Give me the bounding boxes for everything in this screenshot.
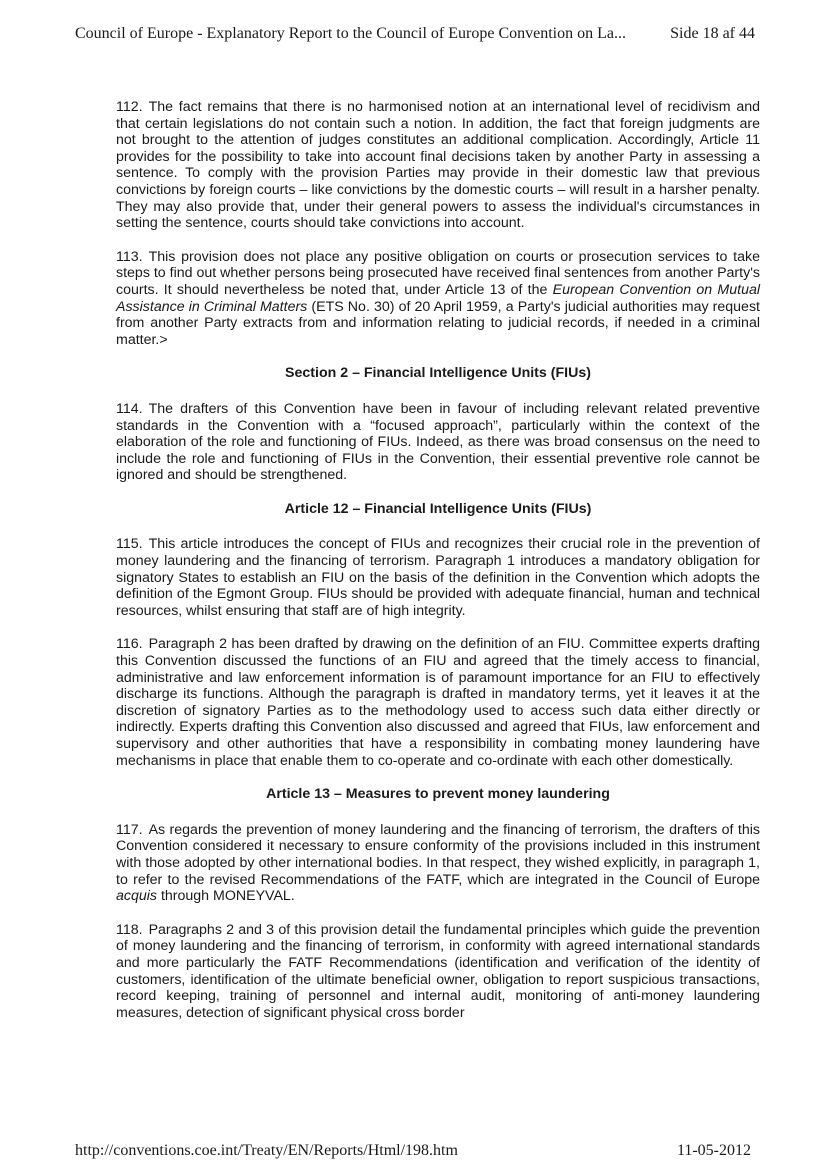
- paragraph-118: [116, 922, 760, 1022]
- paragraph-114: [116, 401, 760, 484]
- paragraph-text-continued: through MONEYVAL.: [157, 888, 295, 905]
- paragraph-text: The fact remains that there is no harmonised notion at an international level of recidivism and that certain legislations do not contain such a notion. In addition, the fact that foreign judgments are not brought to the attention of judges constitutes an additional complication. Accordingly, Article 11 provides for the possibility to take into account final decisions taken by another Party in assessing a sentence. To comply with the provision Parties may provide in their domestic law that previous convictions by foreign courts – like convictions by the domestic courts – will result in a harsher penalty. They may also provide that, under their general powers to assess the individual's circumstances in setting the sentence, courts should take convictions into account.: [116, 99, 760, 232]
- article-heading: Article 13 – Measures to prevent money laundering: [266, 786, 610, 803]
- paragraph-112: [116, 99, 760, 232]
- paragraph-text: This article introduces the concept of FIUs and recognizes their crucial role in the prevention of money laundering and the financing of terrorism. Paragraph 1 introduces a mandatory obligation for signatory States to establish an FIU on the basis of the definition in the Convention which adopts the definition of the Egmont Group. FIUs should be provided with adequate financial, human and technical resources, whilst ensuring that staff are of high integrity.: [116, 536, 760, 619]
- page-header: [75, 24, 755, 44]
- document-title: Council of Europe - Explanatory Report to the Council of Europe Convention on La...: [75, 25, 626, 42]
- paragraph-text: As regards the prevention of money laundering and the financing of terrorism, the drafters of this Convention considered it necessary to ensure conformity of the provisions included in this instrument with those adopted by other international bodies. In that respect, they wished explicitly, in paragraph 1, to refer to the revised Recommendations of the FATF, which are integrated in the Council of Europe: [116, 821, 760, 888]
- paragraph-number: 116.: [116, 636, 143, 653]
- document-body: [116, 99, 760, 1038]
- paragraph-number: 114.: [116, 400, 143, 417]
- page-number: Side 18 af 44: [670, 25, 755, 42]
- paragraph-number: 115.: [116, 536, 143, 553]
- paragraph-text-continued: (ETS No. 30) of 20 April 1959, a Party's judicial authorities may request from another Party extracts from and information relating to judicial records, if needed in a criminal matter.>: [116, 298, 760, 348]
- paragraph-115: [116, 536, 760, 619]
- paragraph-116: [116, 636, 760, 769]
- section-heading: Section 2 – Financial Intelligence Units (FIUs): [285, 365, 591, 382]
- page-footer: [75, 1141, 755, 1161]
- paragraph-113: [116, 249, 760, 349]
- paragraph-number: 118.: [116, 921, 143, 938]
- paragraph-number: 112.: [116, 99, 143, 115]
- paragraph-text: Paragraph 2 has been drafted by drawing on the definition of an FIU. Committee experts drafting this Convention discussed the functions of an FIU and agreed that the timely access to financial, administrative and law enforcement information is of paramount importance for an FIU to effectively discharge its functions. Although the paragraph is drafted in mandatory terms, yet it leaves it at the discretion of signatory Parties as to the methodology used to access such data either directly or indirectly. Experts drafting this Convention also discussed and agreed that FIUs, law enforcement and supervisory and other authorities that have a responsibility in combating money laundering have mechanisms in place that enable them to co-operate and co-ordinate with each other domestically.: [116, 636, 760, 769]
- paragraph-text: The drafters of this Convention have been in favour of including relevant related preventive standards in the Convention with a “focused approach”, particularly within the context of the elaboration of the role and functioning of FIUs. Indeed, as there was broad consensus on the need to include the role and functioning of FIUs in the Convention, their essential preventive role cannot be ignored and should be strengthened.: [116, 400, 760, 484]
- paragraph-number: 117.: [116, 821, 143, 838]
- paragraph-117: [116, 822, 760, 905]
- paragraph-text: Paragraphs 2 and 3 of this provision detail the fundamental principles which guide the prevention of money laundering and the financing of terrorism, in conformity with agreed international standards and more particularly the FATF Recommendations (identification and verification of the identity of customers, identification of the ultimate beneficial owner, obligation to report suspicious transactions, record keeping, training of personnel and internal audit, monitoring of anti-money laundering measures, detection of significant physical cross border: [116, 921, 760, 1021]
- article-heading: Article 12 – Financial Intelligence Units (FIUs): [284, 500, 592, 517]
- paragraph-number: 113.: [116, 248, 143, 265]
- footer-date: 11-05-2012: [676, 1142, 751, 1159]
- paragraph-text: This provision does not place any positive obligation on courts or prosecution services to take steps to find out whether persons being prosecuted have received final sentences from another Party's courts. It should nevertheless be noted that, under Article 13 of the: [116, 248, 760, 298]
- acquis-italic: acquis: [116, 888, 158, 905]
- footer-url: http://conventions.coe.int/Treaty/EN/Reports/Html/198.htm: [75, 1142, 458, 1159]
- convention-title-italic: European Convention on Mutual Assistance in Criminal Matters: [116, 281, 761, 315]
